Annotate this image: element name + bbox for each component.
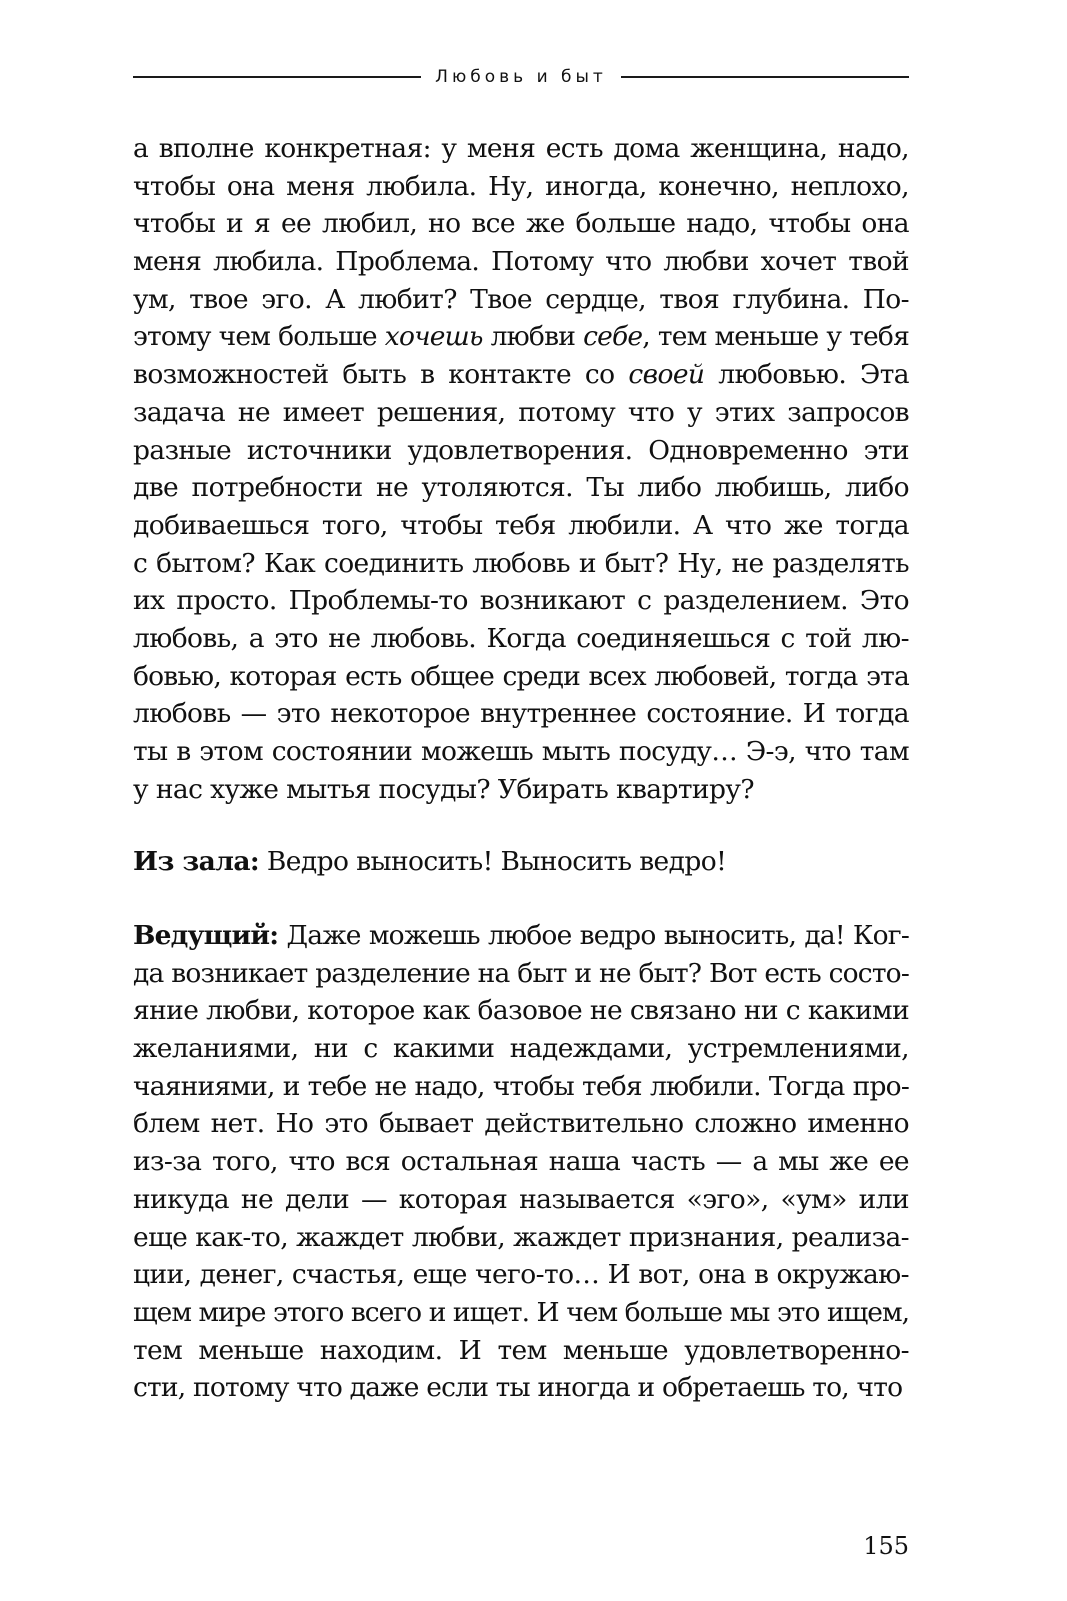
text-line [133, 1068, 909, 1106]
text-run: задача не имеет решения, потому что у этих запросов [133, 396, 909, 428]
text-run: разные источники удовлетворения. Одновременно эти [133, 434, 909, 466]
text-run: щем мире этого всего и ищет. И чем больше мы это ищем, [133, 1296, 909, 1328]
text-run: никуда не дели — которая называется «эго», «ум» или [133, 1183, 909, 1215]
text-run: возможностей быть в контакте со [133, 359, 629, 391]
text-line [133, 243, 909, 281]
running-head [133, 62, 909, 92]
text-line [133, 1143, 909, 1181]
text-line [133, 1219, 909, 1257]
running-head-title: Любовь и быт [435, 67, 607, 87]
text-run: , тем меньше у тебя [642, 321, 909, 353]
text-run: добиваешься того, чтобы тебя любили. А что же тогда [133, 509, 909, 541]
text-line [133, 545, 909, 583]
text-line [133, 281, 909, 319]
text-line [133, 955, 909, 993]
text-line [133, 1294, 909, 1332]
text-line [133, 1332, 909, 1370]
paragraph-1 [133, 130, 909, 808]
text-line [133, 1256, 909, 1294]
text-run: сти, потому что даже если ты иногда и обретаешь то, что [133, 1372, 903, 1404]
text-line [133, 130, 909, 168]
text-line [133, 658, 909, 696]
text-run: любовью. Эта [704, 359, 909, 391]
text-line [133, 733, 909, 771]
text-run: Ведро выносить! Выносить ведро! [259, 846, 727, 877]
text-run: блем нет. Но это бывает действительно сложно именно [133, 1108, 909, 1140]
text-run: ции, денег, счастья, еще чего-то… И вот, она в окружаю- [133, 1259, 909, 1291]
text-line [133, 620, 909, 658]
text-run: яние любви, которое как базовое не связано ни с какими [133, 995, 910, 1027]
text-line [133, 1369, 909, 1407]
text-run: чтобы и я ее любил, но все же больше надо, чтобы она [133, 208, 909, 240]
text-run: любовь, а это не любовь. Когда соединяешься с той лю- [133, 622, 909, 654]
paragraph-2 [133, 843, 909, 881]
text-run: любви [482, 321, 584, 353]
text-line [133, 432, 909, 470]
text-run: тем меньше находим. И тем меньше удовлетворенно- [133, 1334, 909, 1366]
emphasis-text: себе [583, 321, 643, 353]
text-line [133, 771, 909, 809]
text-line [133, 917, 909, 955]
text-run: Даже можешь любое ведро выносить, да! Ког- [278, 920, 909, 951]
text-run: любовь — это некоторое внутреннее состояние. И тогда [133, 698, 909, 730]
text-line [133, 1030, 909, 1068]
running-head-rule-right [621, 76, 909, 78]
text-run: чаяниями, и тебе не надо, чтобы тебя любили. Тогда про- [133, 1070, 909, 1102]
text-line [133, 1105, 909, 1143]
text-run: из-за того, что вся остальная наша часть — а мы же ее [133, 1146, 909, 1178]
text-line [133, 992, 909, 1030]
speaker-label: Из зала: [133, 846, 260, 877]
text-line [133, 356, 909, 394]
text-run: у нас хуже мытья посуды? Убирать квартиру? [133, 773, 754, 805]
speaker-label: Ведущий: [133, 920, 279, 951]
text-run: меня любила. Проблема. Потому что любви хочет твой [133, 246, 909, 278]
text-run: их просто. Проблемы-то возникают с разделением. Это [133, 585, 909, 617]
text-run: этому чем больше [133, 321, 385, 353]
text-line [133, 1181, 909, 1219]
text-line [133, 582, 909, 620]
text-run: две потребности не утоляются. Ты либо любишь, либо [133, 472, 909, 504]
text-run: а вполне конкретная: у меня есть дома женщина, надо, [133, 133, 909, 164]
text-run: да возникает разделение на быт и не быт? Вот есть состо- [133, 957, 909, 989]
text-line [133, 507, 909, 545]
text-run: ты в этом состоянии можешь мыть посуду… Э-э, что там [133, 736, 909, 767]
text-run: с бытом? Как соединить любовь и быт? Ну, не разделять [133, 547, 909, 579]
text-line [133, 469, 909, 507]
text-line [133, 695, 909, 733]
page-number: 155 [863, 1532, 909, 1560]
emphasis-text: своей [628, 359, 705, 391]
text-line [133, 843, 909, 881]
paragraph-3 [133, 917, 909, 1407]
text-line [133, 394, 909, 432]
text-run: чтобы она меня любила. Ну, иногда, конечно, неплохо, [133, 170, 909, 202]
text-line [133, 205, 909, 243]
text-line [133, 318, 909, 356]
running-head-rule-left [133, 76, 421, 78]
emphasis-text: хочешь [384, 321, 483, 353]
text-run: желаниями, ни с какими надеждами, устремлениями, [133, 1033, 909, 1065]
text-line [133, 168, 909, 206]
text-run: бовью, которая есть общее среди всех любовей, тогда эта [133, 660, 909, 692]
text-run: еще как-то, жаждет любви, жаждет признания, реализа- [133, 1221, 909, 1253]
text-run: ум, твое эго. А любит? Твое сердце, твоя глубина. По- [133, 283, 909, 315]
